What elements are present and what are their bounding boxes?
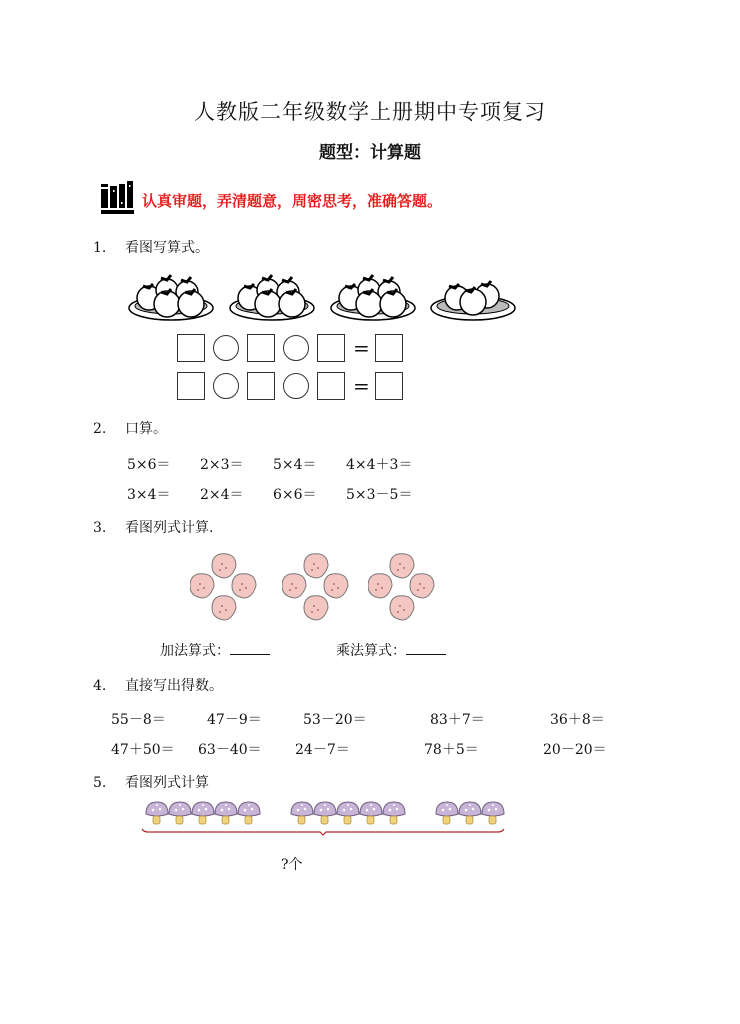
addition-label: 加法算式： (160, 643, 230, 659)
books-icon (100, 180, 136, 220)
problem: 36＋8＝ (550, 712, 605, 728)
multiplication-blank[interactable] (406, 640, 446, 655)
problem: 6×6＝ (273, 487, 317, 503)
answer-box[interactable] (317, 334, 345, 362)
problem: 55－8＝ (111, 712, 166, 728)
multiplication-label: 乘法算式： (336, 643, 406, 659)
result-box[interactable] (375, 334, 403, 362)
problem: 5×3－5＝ (346, 487, 413, 503)
problem: 4×4＋3＝ (346, 457, 413, 473)
problem: 47－9＝ (207, 712, 262, 728)
answer-row-1 (177, 334, 403, 362)
problem: 47＋50＝ (111, 742, 175, 758)
question-number: 4. (93, 678, 107, 694)
problem: 5×6＝ (127, 457, 171, 473)
multiplication-formula-field (336, 640, 446, 660)
notice-banner (100, 180, 442, 220)
bracket-line (142, 829, 504, 835)
answer-box[interactable] (247, 334, 275, 362)
question-number: 5. (93, 775, 107, 791)
question-prompt: 看图写算式。 (125, 240, 209, 256)
question-prompt: 直接写出得数。 (125, 678, 223, 694)
operator-circle[interactable] (213, 373, 239, 399)
strawberry-group-icon (190, 550, 266, 626)
fruit-plate-icon (228, 268, 316, 326)
problem: 2×3＝ (200, 457, 244, 473)
addition-formula-field (160, 640, 270, 660)
result-box[interactable] (375, 372, 403, 400)
fruit-plate-icon (329, 268, 417, 326)
notice-text: 认真审题，弄清题意，周密思考，准确答题。 (142, 191, 443, 210)
question-number: 1. (93, 240, 107, 256)
operator-circle[interactable] (213, 335, 239, 361)
question-prompt: 看图列式计算 (125, 775, 209, 791)
problem: 3×4＝ (127, 487, 171, 503)
answer-box[interactable] (317, 372, 345, 400)
question-number: 2. (93, 421, 107, 437)
answer-box[interactable] (247, 372, 275, 400)
page-subtitle: 题型：计算题 (319, 143, 421, 163)
equals-sign: = (353, 336, 370, 360)
answer-box[interactable] (177, 372, 205, 400)
question-prompt: 口算。 (125, 421, 167, 437)
problem: 20－20＝ (543, 742, 607, 758)
problem: 5×4＝ (273, 457, 317, 473)
operator-circle[interactable] (283, 335, 309, 361)
mushroom-groups-figure (140, 800, 510, 840)
problem: 83＋7＝ (430, 712, 485, 728)
problem: 2×4＝ (200, 487, 244, 503)
problem: 53－20＝ (303, 712, 367, 728)
total-label: ?个 (281, 857, 303, 873)
question-3 (93, 517, 213, 537)
question-number: 3. (93, 520, 107, 536)
question-2 (93, 418, 167, 438)
equals-sign: = (353, 374, 370, 398)
question-4 (93, 675, 223, 695)
problem: 78＋5＝ (424, 742, 479, 758)
page-title: 人教版二年级数学上册期中专项复习 (194, 100, 546, 124)
fruit-plate-icon (127, 268, 215, 326)
problem: 24－7＝ (295, 742, 350, 758)
answer-box[interactable] (177, 334, 205, 362)
fruit-plate-icon (429, 268, 517, 326)
problem: 63－40＝ (198, 742, 262, 758)
question-1 (93, 237, 209, 257)
strawberry-group-icon (368, 550, 444, 626)
addition-blank[interactable] (230, 640, 270, 655)
question-5 (93, 772, 209, 792)
question-prompt: 看图列式计算. (125, 520, 214, 536)
strawberry-group-icon (282, 550, 358, 626)
operator-circle[interactable] (283, 373, 309, 399)
answer-row-2 (177, 372, 403, 400)
